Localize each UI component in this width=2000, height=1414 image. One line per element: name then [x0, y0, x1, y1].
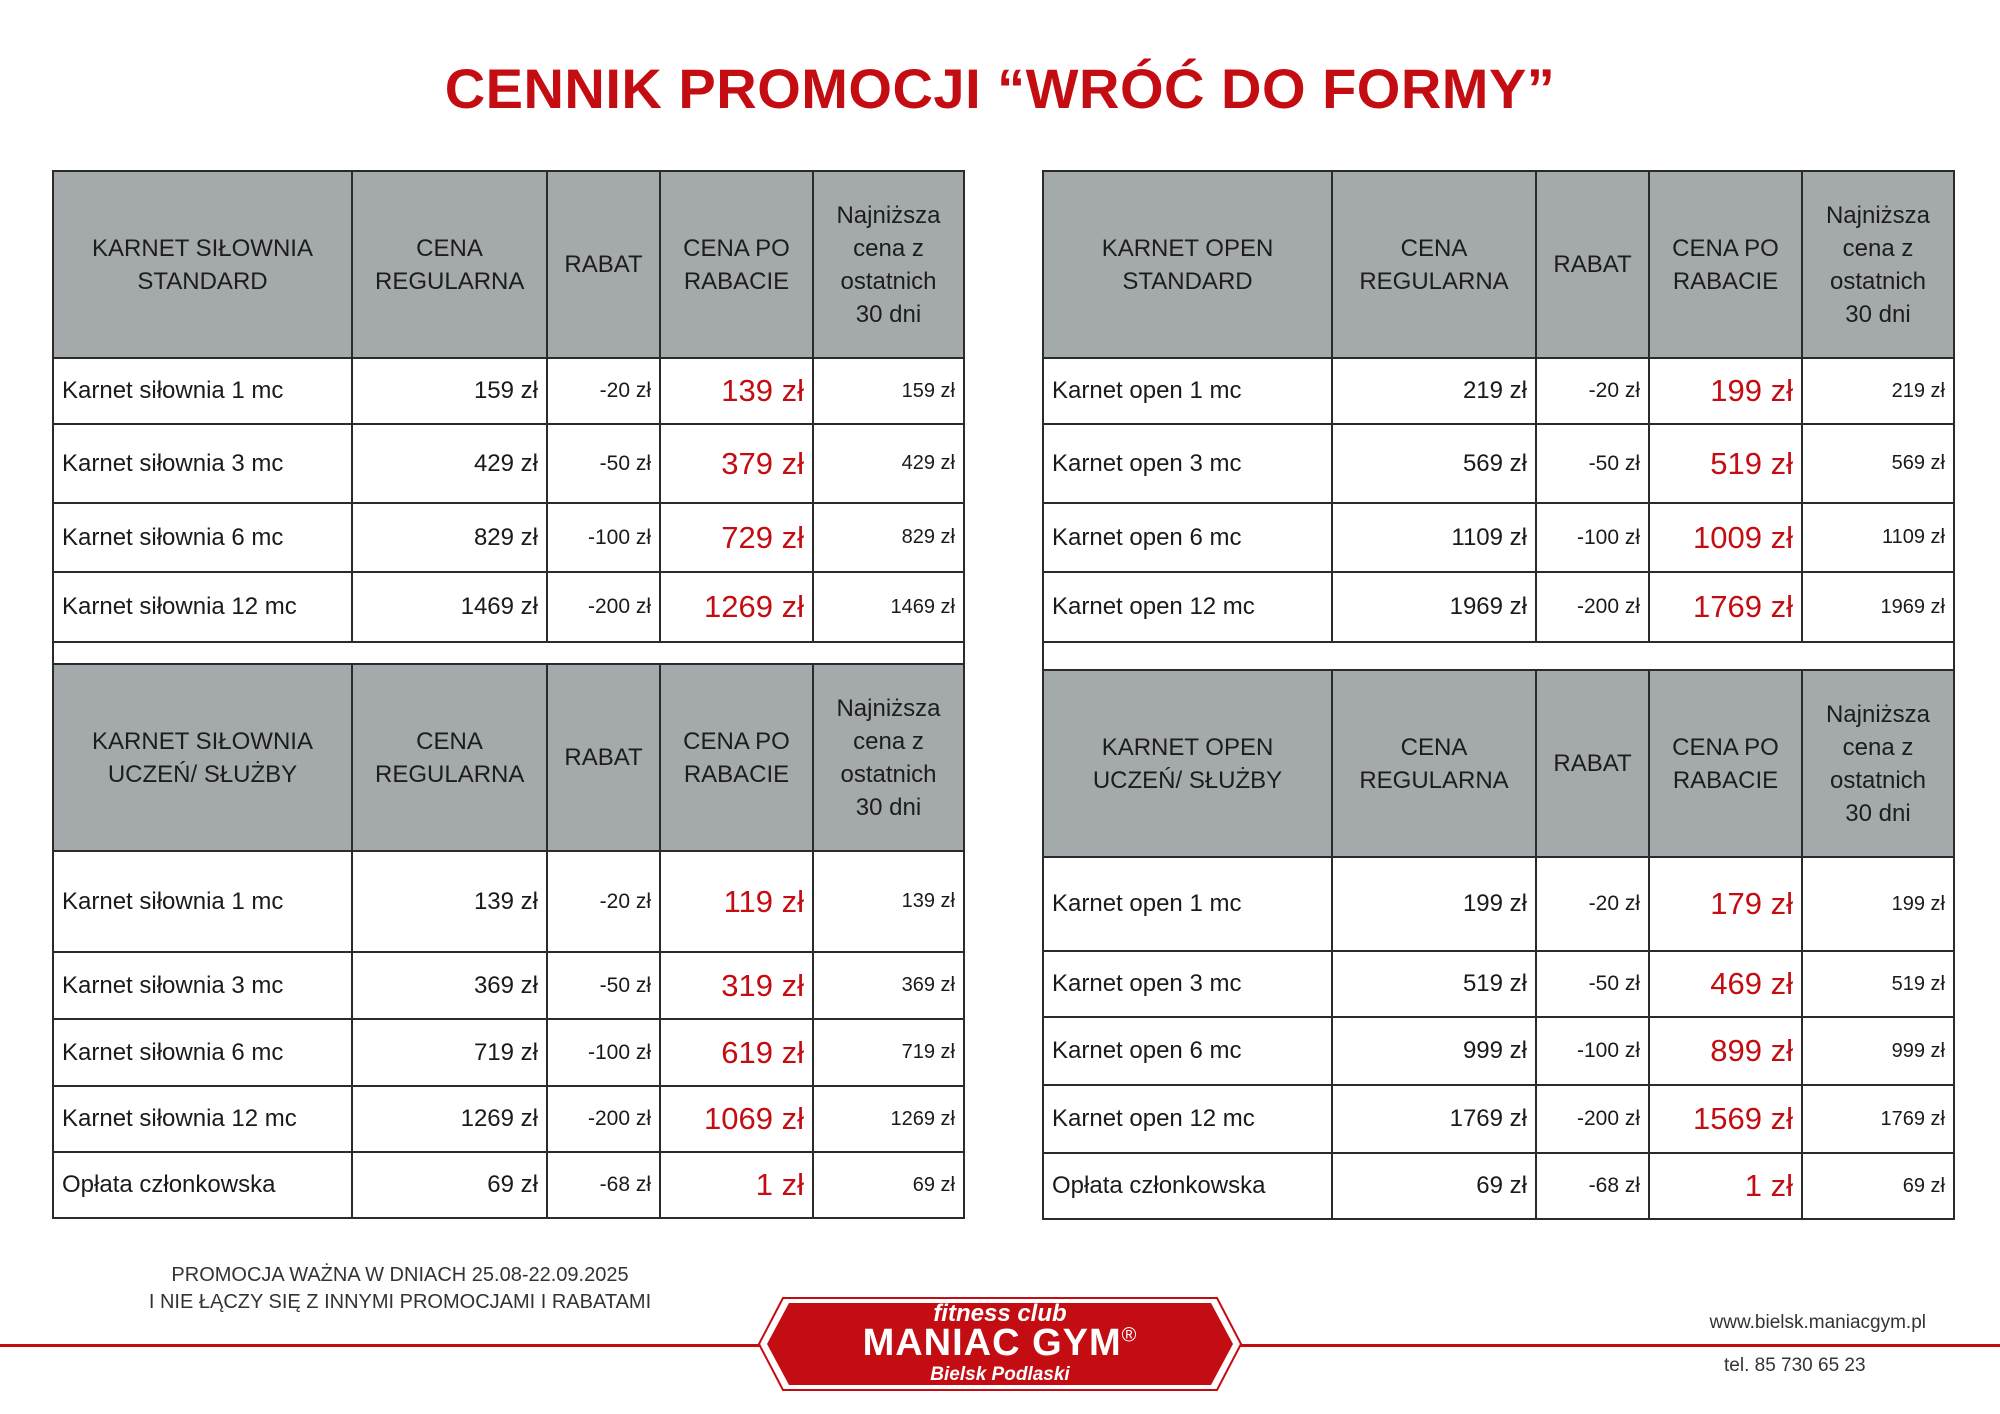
header-promo: CENA PO RABACIE: [1649, 670, 1802, 857]
header-promo: CENA PO RABACIE: [660, 171, 813, 358]
row-regular: 69 zł: [1332, 1153, 1536, 1219]
row-lowest: 519 zł: [1802, 951, 1954, 1017]
row-name: Opłata członkowska: [1043, 1153, 1332, 1219]
header-discount: RABAT: [547, 171, 660, 358]
table-row: [1043, 358, 1954, 424]
row-regular: 569 zł: [1332, 424, 1536, 503]
logo-location: Bielsk Podlaski: [930, 1364, 1070, 1385]
row-discount: -200 zł: [1536, 1085, 1649, 1153]
table-row: [1043, 503, 1954, 572]
header-lowest: Najniższa cena z ostatnich 30 dni: [1802, 670, 1954, 857]
maniac-gym-logo: [757, 1296, 1243, 1392]
row-discount: -50 zł: [1536, 424, 1649, 503]
table-spacer: [53, 642, 964, 664]
row-lowest: 219 zł: [1802, 358, 1954, 424]
row-name: Karnet open 12 mc: [1043, 1085, 1332, 1153]
row-lowest: 1769 zł: [1802, 1085, 1954, 1153]
row-promo: 729 zł: [660, 503, 813, 572]
row-promo: 1 zł: [1649, 1153, 1802, 1219]
row-discount: -50 zł: [1536, 951, 1649, 1017]
row-lowest: 569 zł: [1802, 424, 1954, 503]
row-lowest: 199 zł: [1802, 857, 1954, 951]
registered-mark: ®: [1121, 1324, 1138, 1347]
row-discount: -100 zł: [547, 1019, 660, 1086]
row-regular: 159 zł: [352, 358, 547, 424]
row-name: Karnet open 3 mc: [1043, 951, 1332, 1017]
row-lowest: 999 zł: [1802, 1017, 1954, 1085]
row-regular: 139 zł: [352, 851, 547, 952]
row-promo: 1009 zł: [1649, 503, 1802, 572]
row-regular: 69 zł: [352, 1152, 547, 1218]
header-lowest: Najniższa cena z ostatnich 30 dni: [1802, 171, 1954, 358]
row-discount: -20 zł: [1536, 358, 1649, 424]
header-regular: CENA REGULARNA: [1332, 670, 1536, 857]
row-regular: 829 zł: [352, 503, 547, 572]
row-promo: 1 zł: [660, 1152, 813, 1218]
row-name: Karnet siłownia 6 mc: [53, 1019, 352, 1086]
row-discount: -20 zł: [547, 358, 660, 424]
row-regular: 429 zł: [352, 424, 547, 503]
row-discount: -50 zł: [547, 952, 660, 1019]
table-row: [1043, 572, 1954, 642]
row-name: Karnet open 1 mc: [1043, 358, 1332, 424]
table-row: [1043, 1153, 1954, 1219]
row-discount: -50 zł: [547, 424, 660, 503]
table-row: [53, 424, 964, 503]
row-regular: 1469 zł: [352, 572, 547, 642]
row-promo: 319 zł: [660, 952, 813, 1019]
promotion-note: [100, 1262, 700, 1316]
row-regular: 1109 zł: [1332, 503, 1536, 572]
row-discount: -200 zł: [1536, 572, 1649, 642]
row-promo: 1069 zł: [660, 1086, 813, 1152]
header-discount: RABAT: [547, 664, 660, 851]
row-regular: 999 zł: [1332, 1017, 1536, 1085]
row-discount: -68 zł: [1536, 1153, 1649, 1219]
row-discount: -200 zł: [547, 572, 660, 642]
row-discount: -100 zł: [547, 503, 660, 572]
row-promo: 1769 zł: [1649, 572, 1802, 642]
row-discount: -200 zł: [547, 1086, 660, 1152]
table-row: [53, 1019, 964, 1086]
row-lowest: 1269 zł: [813, 1086, 964, 1152]
row-promo: 119 zł: [660, 851, 813, 952]
row-regular: 1969 zł: [1332, 572, 1536, 642]
table-spacer: [1043, 642, 1954, 670]
logo-tagline: fitness club: [933, 1300, 1067, 1327]
row-regular: 1269 zł: [352, 1086, 547, 1152]
row-name: Opłata członkowska: [53, 1152, 352, 1218]
row-regular: 369 zł: [352, 952, 547, 1019]
table-row: [53, 503, 964, 572]
promotion-note-line1: PROMOCJA WAŻNA W DNIACH 25.08-22.09.2025: [171, 1264, 629, 1286]
row-promo: 519 zł: [1649, 424, 1802, 503]
row-lowest: 1969 zł: [1802, 572, 1954, 642]
table-row: [53, 1086, 964, 1152]
row-promo: 1569 zł: [1649, 1085, 1802, 1153]
row-name: Karnet open 3 mc: [1043, 424, 1332, 503]
row-promo: 139 zł: [660, 358, 813, 424]
open-student-heading: KARNET OPEN UCZEŃ/ SŁUŻBY: [1043, 670, 1332, 857]
row-promo: 899 zł: [1649, 1017, 1802, 1085]
row-promo: 199 zł: [1649, 358, 1802, 424]
row-promo: 179 zł: [1649, 857, 1802, 951]
row-promo: 1269 zł: [660, 572, 813, 642]
header-discount: RABAT: [1536, 171, 1649, 358]
row-lowest: 1109 zł: [1802, 503, 1954, 572]
row-name: Karnet siłownia 1 mc: [53, 358, 352, 424]
table-row: [53, 952, 964, 1019]
header-discount: RABAT: [1536, 670, 1649, 857]
table-row: [53, 358, 964, 424]
header-lowest: Najniższa cena z ostatnich 30 dni: [813, 664, 964, 851]
header-regular: CENA REGULARNA: [352, 171, 547, 358]
row-lowest: 1469 zł: [813, 572, 964, 642]
page-title: CENNIK PROMOCJI “WRÓĆ DO FORMY”: [444, 57, 1556, 120]
row-lowest: 159 zł: [813, 358, 964, 424]
table-row: [53, 1152, 964, 1218]
row-regular: 1769 zł: [1332, 1085, 1536, 1153]
gym-standard-heading: KARNET SIŁOWNIA STANDARD: [53, 171, 352, 358]
header-lowest: Najniższa cena z ostatnich 30 dni: [813, 171, 964, 358]
row-regular: 199 zł: [1332, 857, 1536, 951]
row-name: Karnet open 6 mc: [1043, 503, 1332, 572]
row-discount: -68 zł: [547, 1152, 660, 1218]
row-name: Karnet siłownia 12 mc: [53, 1086, 352, 1152]
row-name: Karnet open 6 mc: [1043, 1017, 1332, 1085]
header-regular: CENA REGULARNA: [1332, 171, 1536, 358]
gym-price-table: [52, 170, 965, 1219]
row-name: Karnet siłownia 6 mc: [53, 503, 352, 572]
gym-student-heading: KARNET SIŁOWNIA UCZEŃ/ SŁUŻBY: [53, 664, 352, 851]
row-name: Karnet open 1 mc: [1043, 857, 1332, 951]
table-row: [53, 851, 964, 952]
header-regular: CENA REGULARNA: [352, 664, 547, 851]
row-discount: -20 zł: [1536, 857, 1649, 951]
row-regular: 719 zł: [352, 1019, 547, 1086]
row-name: Karnet siłownia 3 mc: [53, 952, 352, 1019]
row-lowest: 719 zł: [813, 1019, 964, 1086]
row-discount: -100 zł: [1536, 1017, 1649, 1085]
table-row: [1043, 1017, 1954, 1085]
logo-wordmark: [757, 1322, 1243, 1365]
logo-name: MANIAC GYM: [862, 1322, 1122, 1364]
table-row: [1043, 1085, 1954, 1153]
row-regular: 519 zł: [1332, 951, 1536, 1017]
row-promo: 379 zł: [660, 424, 813, 503]
open-price-table: [1042, 170, 1955, 1220]
header-promo: CENA PO RABACIE: [660, 664, 813, 851]
open-standard-heading: KARNET OPEN STANDARD: [1043, 171, 1332, 358]
table-row: [53, 572, 964, 642]
row-name: Karnet open 12 mc: [1043, 572, 1332, 642]
row-name: Karnet siłownia 1 mc: [53, 851, 352, 952]
row-lowest: 369 zł: [813, 952, 964, 1019]
row-lowest: 429 zł: [813, 424, 964, 503]
row-lowest: 69 zł: [813, 1152, 964, 1218]
table-row: [1043, 857, 1954, 951]
row-lowest: 139 zł: [813, 851, 964, 952]
row-lowest: 69 zł: [1802, 1153, 1954, 1219]
row-regular: 219 zł: [1332, 358, 1536, 424]
row-promo: 469 zł: [1649, 951, 1802, 1017]
row-discount: -20 zł: [547, 851, 660, 952]
promotion-note-line2: I NIE ŁĄCZY SIĘ Z INNYMI PROMOCJAMI I RABATAMI: [148, 1291, 652, 1313]
header-promo: CENA PO RABACIE: [1649, 171, 1802, 358]
row-promo: 619 zł: [660, 1019, 813, 1086]
table-row: [1043, 951, 1954, 1017]
table-row: [1043, 424, 1954, 503]
phone-number: tel. 85 730 65 23: [1724, 1355, 1866, 1376]
row-name: Karnet siłownia 3 mc: [53, 424, 352, 503]
row-discount: -100 zł: [1536, 503, 1649, 572]
row-name: Karnet siłownia 12 mc: [53, 572, 352, 642]
website-link[interactable]: www.bielsk.maniacgym.pl: [1709, 1312, 1926, 1333]
row-lowest: 829 zł: [813, 503, 964, 572]
